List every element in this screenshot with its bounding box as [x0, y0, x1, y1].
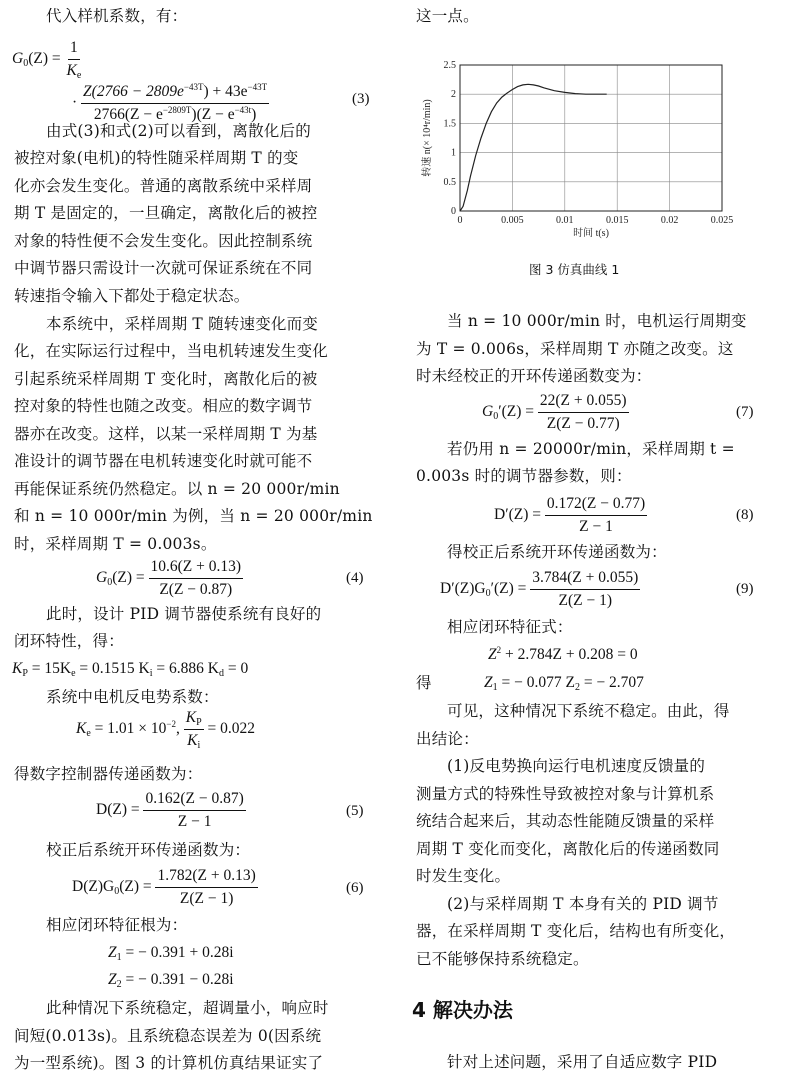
equation-3-lhs: $G_0(Z)$ = $\frac{1}{K_e}$ — [12, 39, 82, 81]
conclusion-1-line: 周期 T 变化而变化，离散化后的传递函数同 — [416, 840, 720, 858]
p1-line: 转速指令输入下都处于稳定状态。 — [14, 287, 250, 305]
conclusion-1-line: 时发生变化。 — [416, 867, 511, 885]
pid-parameters: $K_P = 15K_e = 0.1515$ $K_i = 6.886$ $K_d = 0$ — [12, 660, 249, 679]
p1-line: 期 T 是固定的，一旦确定，离散化后的被控 — [14, 204, 318, 222]
y-axis-label: 转速 n(× 10⁴r/min) — [422, 99, 433, 177]
p2-line: 化，在实际运行过程中，当电机转速发生变化 — [14, 342, 329, 360]
p7-line: 可见，这种情况下系统不稳定。由此，得 — [447, 702, 730, 720]
equation-3-number: (3) — [352, 91, 370, 107]
p4-line: 间短(0.013s)。且系统稳态误差为 0(因系统 — [14, 1027, 322, 1045]
roots-intro-text: 相应闭环特征根为： — [46, 916, 188, 934]
y-tick-label: 1.5 — [443, 118, 456, 130]
equation-8-number: (8) — [736, 507, 754, 523]
p4-line: 此种情况下系统稳定，超调量小，响应时 — [46, 999, 329, 1017]
p7-line: 出结论： — [416, 730, 479, 748]
ctrl-tf-text: 得数字控制器传递函数为： — [14, 765, 203, 783]
p2-line: 和 n = 10 000r/min 为例，当 n = 20 000r/min — [14, 507, 373, 525]
chart-grid — [460, 65, 722, 211]
p1-line: 由式(3)和式(2)可以看到，离散化后的 — [46, 122, 311, 140]
x-tick-label: 0.01 — [556, 215, 574, 226]
conclusion-1-line: (1)反电势换向运行电机速度反馈量的 — [447, 757, 706, 775]
root-z1: $Z_1$ = − 0.391 + 0.28i — [108, 944, 234, 963]
x-tick-label: 0.025 — [710, 215, 734, 226]
plot-frame — [460, 65, 722, 211]
section-heading: 4 解决办法 — [412, 998, 513, 1022]
p2-line: 时，采样周期 T = 0.003s。 — [14, 535, 217, 553]
p2-line: 再能保证系统仍然稳定。以 n = 20 000r/min — [14, 480, 340, 498]
p2-line: 准设计的调节器在电机转速变化时就可能不 — [14, 452, 313, 470]
equation-5-number: (5) — [346, 803, 364, 819]
p4-line: 为一型系统)。图 3 的计算机仿真结果证实了 — [14, 1054, 324, 1072]
p2-line: 器亦在改变。这样，以某一采样周期 T 为基 — [14, 425, 318, 443]
char-intro-text: 相应闭环特征式： — [447, 618, 573, 636]
conclusion-2-line: (2)与采样周期 T 本身有关的 PID 调节 — [447, 895, 719, 913]
p1-line: 被控对象(电机)的特性随采样周期 T 的变 — [14, 149, 299, 167]
y-tick-label: 2.5 — [443, 60, 456, 71]
x-tick-label: 0.005 — [501, 215, 524, 226]
p1-line: 化亦会发生变化。普通的离散系统中采样周 — [14, 177, 313, 195]
equation-6-number: (6) — [346, 880, 364, 896]
equation-8: D′(Z) = $\frac{0.172(Z - 0.77)}{Z - 1}$ — [494, 495, 646, 535]
simulation-chart — [418, 55, 738, 240]
p2-line: 本系统中，采样周期 T 随转速变化而变 — [46, 315, 318, 333]
p6-line: 0.003s 时的调节器参数，则： — [416, 467, 632, 485]
x-tick-labels — [458, 215, 734, 226]
figure-caption: 图 3 仿真曲线 1 — [529, 262, 620, 277]
char-equation: $Z^2 + 2.784Z + 0.208 = 0$ — [488, 645, 638, 663]
p6-line: 若仍用 n = 20000r/min，采样周期 t = — [447, 440, 735, 458]
conclusion-2-line: 已不能够保持系统稳定。 — [416, 950, 589, 968]
conclusion-1-line: 统结合起来后，其动态性能随反馈量的采样 — [416, 812, 715, 830]
x-tick-label: 0 — [457, 215, 463, 226]
p2-line: 引起系统采样周期 T 变化时，离散化后的被 — [14, 370, 318, 388]
last-line: 针对上述问题，采用了自适应数字 PID — [447, 1053, 718, 1071]
conclusion-2-line: 器，在采样周期 T 变化后，结构也有所变化， — [416, 922, 736, 940]
equation-7: $G_0'(Z)$ = $\frac{22(Z + 0.055)}{Z(Z - 0.77)}$ — [482, 392, 627, 432]
open-tf-text: 校正后系统开环传递函数为： — [46, 841, 251, 859]
char-roots: $Z_1$ = − 0.077 $Z_2$ = − 2.707 — [484, 674, 644, 693]
open-tf2-text: 得校正后系统开环传递函数为： — [447, 543, 667, 561]
y-tick-label: 0.5 — [443, 176, 456, 188]
back-emf-text: 系统中电机反电势系数： — [46, 688, 219, 706]
equation-5: D(Z) = $\frac{0.162(Z - 0.87)}{Z - 1}$ — [96, 790, 244, 830]
equation-3-fraction-2: $\frac{Z(2766 - 2809e^{-43T}) + 43e^{-43T}}{2766(Z - e^{-2809T})(Z - e^{-43t})}$ — [83, 82, 268, 123]
right-top-line: 这一点。 — [416, 7, 479, 25]
x-tick-label: 0.02 — [660, 215, 679, 226]
y-tick-label: 2 — [451, 89, 456, 101]
p1-line: 对象的特性便不会发生变化。因此控制系统 — [14, 232, 313, 250]
root-z2: $Z_2$ = − 0.391 − 0.28i — [108, 971, 234, 990]
equation-4-number: (4) — [346, 570, 364, 586]
y-tick-label: 0 — [451, 206, 456, 217]
equation-9: $D'(Z)G_0'(Z)$ = $\frac{3.784(Z + 0.055)}{Z(Z - 1)}$ — [440, 569, 639, 609]
p3-line: 此时，设计 PID 调节器使系统有良好的 — [46, 605, 322, 623]
equation-7-number: (7) — [736, 404, 754, 420]
y-tick-label: 1 — [451, 147, 456, 159]
x-tick-label: 0.015 — [605, 215, 629, 226]
p3-line: 闭环特性，得： — [14, 632, 124, 650]
conclusion-1-line: 测量方式的特殊性导致被控对象与计算机系 — [416, 785, 715, 803]
intro-text: 代入样机系数，有： — [46, 7, 188, 25]
equation-3-fraction-1: $\frac{1}{K_e}$ — [66, 39, 82, 81]
x-axis-label: 时间 t(s) — [573, 228, 609, 239]
p5-line: 时未经校正的开环传递函数变为： — [416, 367, 652, 385]
equation-6: $D(Z)G_0(Z)$ = $\frac{1.782(Z + 0.13)}{Z(Z - 1)}$ — [72, 867, 256, 907]
y-tick-labels — [444, 60, 457, 217]
de-text: 得 — [416, 674, 432, 692]
p1-line: 中调节器只需设计一次就可保证系统在不同 — [14, 259, 313, 277]
equation-9-number: (9) — [736, 581, 754, 597]
series-line — [460, 84, 607, 211]
p5-line: 当 n = 10 000r/min 时，电机运行周期变 — [447, 312, 747, 330]
ke-equation: $K_e = 1.01 \times 10^{-2}$, $\frac{K_P}{K_i}$ = 0.022 — [76, 709, 256, 751]
p2-line: 控对象的特性也随之改变。相应的数字调节 — [14, 397, 313, 415]
equation-4: $G_0(Z)$ = $\frac{10.6(Z + 0.13)}{Z(Z - 0.87)}$ — [96, 558, 242, 598]
p5-line: 为 T = 0.006s，采样周期 T 亦随之改变。这 — [416, 340, 734, 358]
equation-3-rhs: · $\frac{Z(2766 - 2809e^{-43T}) + 43e^{-43T}}{2766(Z - e^{-2809T})(Z - e^{-43t})}$ — [72, 82, 268, 123]
